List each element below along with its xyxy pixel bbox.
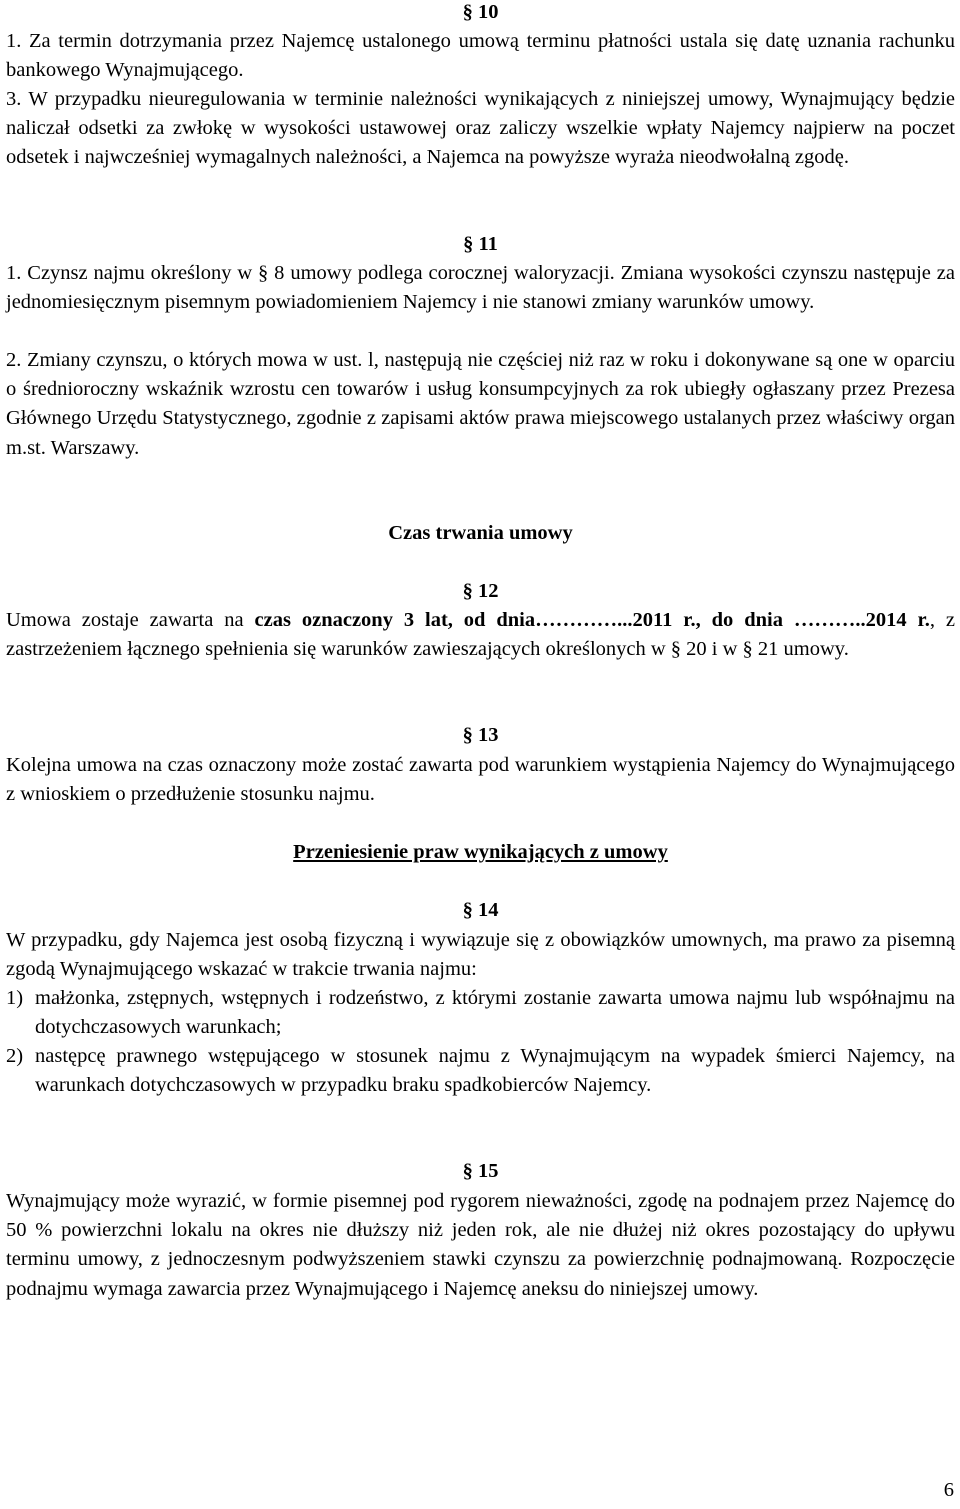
- section-12-term-bold: czas oznaczony 3 lat, od dnia…………...2011 r., do dnia ………..2014 r.: [254, 609, 930, 631]
- item-number: 2): [6, 1045, 24, 1067]
- section-12-text-part-2: , z zastrzeżeniem łącznego spełnienia się warunków zawieszających określonych w § 20 i w § 21 umowy.: [6, 609, 955, 661]
- item-text: małżonka, zstępnych, wstępnych i rodzeństwo, z którymi zostanie zawarta umowa najmu lub współnajmu na dotychczasowych warunkach;: [35, 987, 955, 1039]
- section-12-text: [6, 606, 955, 664]
- section-12-text-part-1: Umowa zostaje zawarta na: [6, 609, 255, 631]
- item-text: Czynsz najmu określony w § 8 umowy podlega corocznej waloryzacji. Zmiana wysokości czynszu następuje za jednomiesięcznym pisemnym powiadomieniem Najemcy i nie stanowi zmiany warunków umowy.: [6, 262, 955, 314]
- item-number: 1.: [6, 262, 22, 284]
- section-10-item-3: [6, 85, 955, 173]
- page-number: 6: [943, 1479, 954, 1501]
- section-13-text: Kolejna umowa na czas oznaczony może zostać zawarta pod warunkiem wystąpienia Najemcy do Wynajmującego z wnioskiem o przedłużenie stosunku najmu.: [6, 754, 955, 806]
- section-15-title: § 15: [462, 1160, 499, 1182]
- heading-contract-duration: Czas trwania umowy: [388, 522, 573, 544]
- item-text: Zmiany czynszu, o których mowa w ust. l, następują nie częściej niż raz w roku i dokonywane są one w oparciu o średnioroczny wskaźnik wzrostu cen towarów i usług konsumpcyjnych za rok ubiegły ogłaszany przez Prezesa Głównego Urzędu Statystycznego, zgodnie z zapisami aktów prawa miejscowego ustalanych przez właściwy organ m.st. Warszawy.: [6, 349, 956, 459]
- section-13-title: § 13: [462, 724, 499, 746]
- item-number: 3.: [6, 88, 22, 110]
- item-text: Za termin dotrzymania przez Najemcę ustalonego umową terminu płatności ustala się datę uznania rachunku bankowego Wynajmującego.: [6, 30, 956, 82]
- item-number: 1.: [6, 30, 22, 52]
- item-text: następcę prawnego wstępującego w stosunek najmu z Wynajmującym na wypadek śmierci Najemcy, na warunkach dotychczasowych w przypadku braku spadkobierców Najemcy.: [35, 1045, 955, 1097]
- item-number: 1): [6, 987, 24, 1009]
- section-11-item-2: [6, 346, 955, 463]
- item-number: 2.: [6, 349, 22, 371]
- section-11-title: § 11: [463, 233, 498, 255]
- section-14-item-1: [6, 984, 955, 1042]
- section-14-title: § 14: [462, 899, 499, 921]
- heading-rights-transfer: Przeniesienie praw wynikających z umowy: [293, 841, 668, 863]
- item-text: W przypadku nieuregulowania w terminie należności wynikających z niniejszej umowy, Wynajmujący będzie naliczał odsetki za zwłokę w wysokości ustawowej oraz zaliczy wszelkie wpłaty Najemcy najpierw na poczet odsetek i najwcześniej wymagalnych należności, a Najemca na powyższe wyraża nieodwołalną zgodę.: [6, 88, 955, 169]
- section-12-title: § 12: [462, 580, 499, 602]
- section-14-intro: W przypadku, gdy Najemca jest osobą fizyczną i wywiązuje się z obowiązków umownych, ma prawo za pisemną zgodą Wynajmującego wskazać w trakcie trwania najmu:: [6, 929, 955, 981]
- section-14-item-2: [6, 1042, 955, 1100]
- section-10-title: § 10: [462, 1, 499, 23]
- section-11-item-1: [6, 259, 955, 317]
- section-15-text: Wynajmujący może wyrazić, w formie pisemnej pod rygorem nieważności, zgodę na podnajem przez Najemcę do 50 % powierzchni lokalu na okres nie dłuższy niż jeden rok, ale nie dłużej niż okres pozostający do upływu terminu umowy, z jednoczesnym podwyższeniem stawki czynszu za powierzchnię podnajmowaną. Rozpoczęcie podnajmu wymaga zawarcia przez Wynajmującego i Najemcę aneksu do niniejszej umowy.: [6, 1190, 955, 1300]
- section-10-item-1: [6, 27, 955, 85]
